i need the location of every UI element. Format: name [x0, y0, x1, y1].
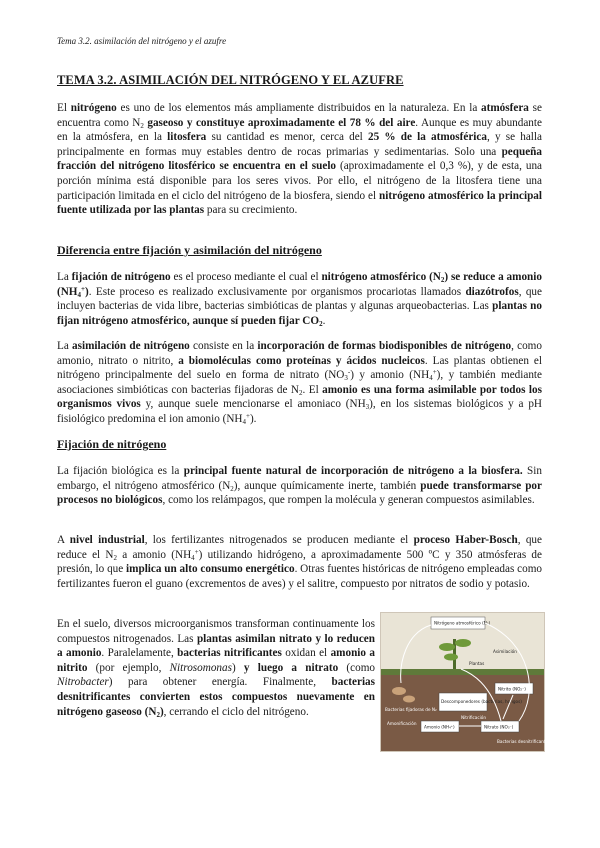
assimilation-label: Asimilación [493, 649, 517, 654]
biological-fixation-paragraph: La fijación biológica es la principal fuente natural de incorporación de nitrógeno a la biosfera. Sin embargo, el nitrógeno atmosférico $(N_2)$, aunque químicamente inerte, también puede transformarse por procesos no biológicos, como los relámpagos, que rompen la molécula y generan compuestos asimilables. [57, 465, 542, 507]
ammonification-label: Amonificación [387, 721, 417, 726]
section-heading-fixation: Fijación de nitrógeno [57, 437, 167, 451]
page-title: TEMA 3.2. ASIMILACIÓN DEL NITRÓGENO Y EL AZUFRE [57, 73, 404, 87]
denitrifying-label: Bacterias desnitrificantes [497, 739, 551, 744]
plants-label: Plantas [469, 661, 485, 666]
section-heading-difference: Diferencia entre fijación y asimilación del nitrógeno [57, 243, 322, 257]
nitrite-label: Nitrito (NO₂⁻) [498, 686, 526, 692]
decomposers-label: Descomponedores (bacterias, hongos) [441, 699, 522, 704]
nitrogen-cycle-diagram [381, 613, 551, 751]
atmosphere-label: Nitrógeno atmosférico (N₂) [434, 620, 491, 626]
fixation-paragraph: La fijación de nitrógeno es el proceso mediante el cual el nitrógeno atmosférico $(N_2)$ se reduce a amonio $(NH_4^+)$. Este proceso es realizado exclusivamente por organismos procariotas llamados diazótrofos, que incluyen bacterias de vida libre, bacterias simbióticas de plantas y algunas arqueobacterias. Las plantas no fijan nitrógeno atmosférico, aunque sí pueden fijar $CO_2$. [57, 271, 542, 328]
nitrification-label: Nitrificación [461, 715, 487, 720]
industrial-fixation-paragraph: A nivel industrial, los fertilizantes nitrogenados se producen mediante el proceso Haber-Bosch, que reduce el $N_2$ a amonio $(NH_4^+)$ utilizando hidrógeno, a aproximadamente 500 ºC y 350 atmósferas de presión, lo que implica un alto consumo energético. Otras fuentes históricas de nitrógeno empleadas como fertilizantes fueron el guano (excrementos de aves) y el salitre, compuesto por nitratos de sodio y potasio. [57, 534, 543, 590]
ammonium-label: Amonio (NH₄⁺) [424, 724, 455, 730]
soil-cycle-paragraph: En el suelo, diversos microorganismos transforman continuamente los compuestos nitrogenados. Las plantas asimilan nitrato y lo reducen a amonio. Paralelamente, bacterias nitrificantes oxidan el amonio a nitrito (por ejemplo, Nitrosomonas) y luego a nitrato (como Nitrobacter) para obtener energía. Finalmente, bacterias desnitrificantes convierten estos compuestos nuevamente en nitrógeno gaseoso $(N_2)$, cerrando el ciclo del nitrógeno. [57, 618, 375, 719]
fixing-bacteria-label: Bacterias fijadoras de N₂ [385, 707, 437, 712]
assimilation-paragraph: La asimilación de nitrógeno consiste en la incorporación de formas biodisponibles de nitrógeno, como amonio, nitrato o nitrito, a biomoléculas como proteínas y ácidos nucleicos. Las plantas obtienen el nitrógeno principalmente del suelo en forma de nitrato $(NO_3^-)$ y amonio $(NH_4^+)$, y también mediante asociaciones simbióticas con bacterias fijadoras de $N_2$. El amonio es una forma asimilable por todos los organismos vivos y, aunque suele mencionarse el amoniaco $(NH_3)$, en los sistemas biológicos y a pH fisiológico predomina el ion amonio $(NH_4^+)$. [57, 340, 543, 426]
intro-paragraph: El nitrógeno es uno de los elementos más ampliamente distribuidos en la naturaleza. En la atmósfera se encuentra como $N_2$ gaseoso y constituye aproximadamente el 78 % del aire. Aunque es muy abundante en la atmósfera, en la litosfera su cantidad es menor, cerca del 25 % de la atmosférica, y se halla principalmente en formas muy estables dentro de rocas primarias y sedimentarias. Solo una pequeña fracción del nitrógeno litosférico se encuentra en el suelo (aproximadamente el 0,3 %), y de esta, una porción mínima está disponible para los seres vivos. Por ello, el nitrógeno de la litosfera tiene una participación limitada en el ciclo del nitrógeno de la biosfera, siendo el nitrógeno atmosférico la principal fuente utilizada por las plantas para su crecimiento. [57, 102, 543, 217]
running-header: Tema 3.2. asimilación del nitrógeno y el azufre [57, 36, 227, 46]
nitrate-label: Nitrato (NO₃⁻) [484, 724, 514, 730]
nitrogen-cycle-figure [380, 612, 551, 752]
